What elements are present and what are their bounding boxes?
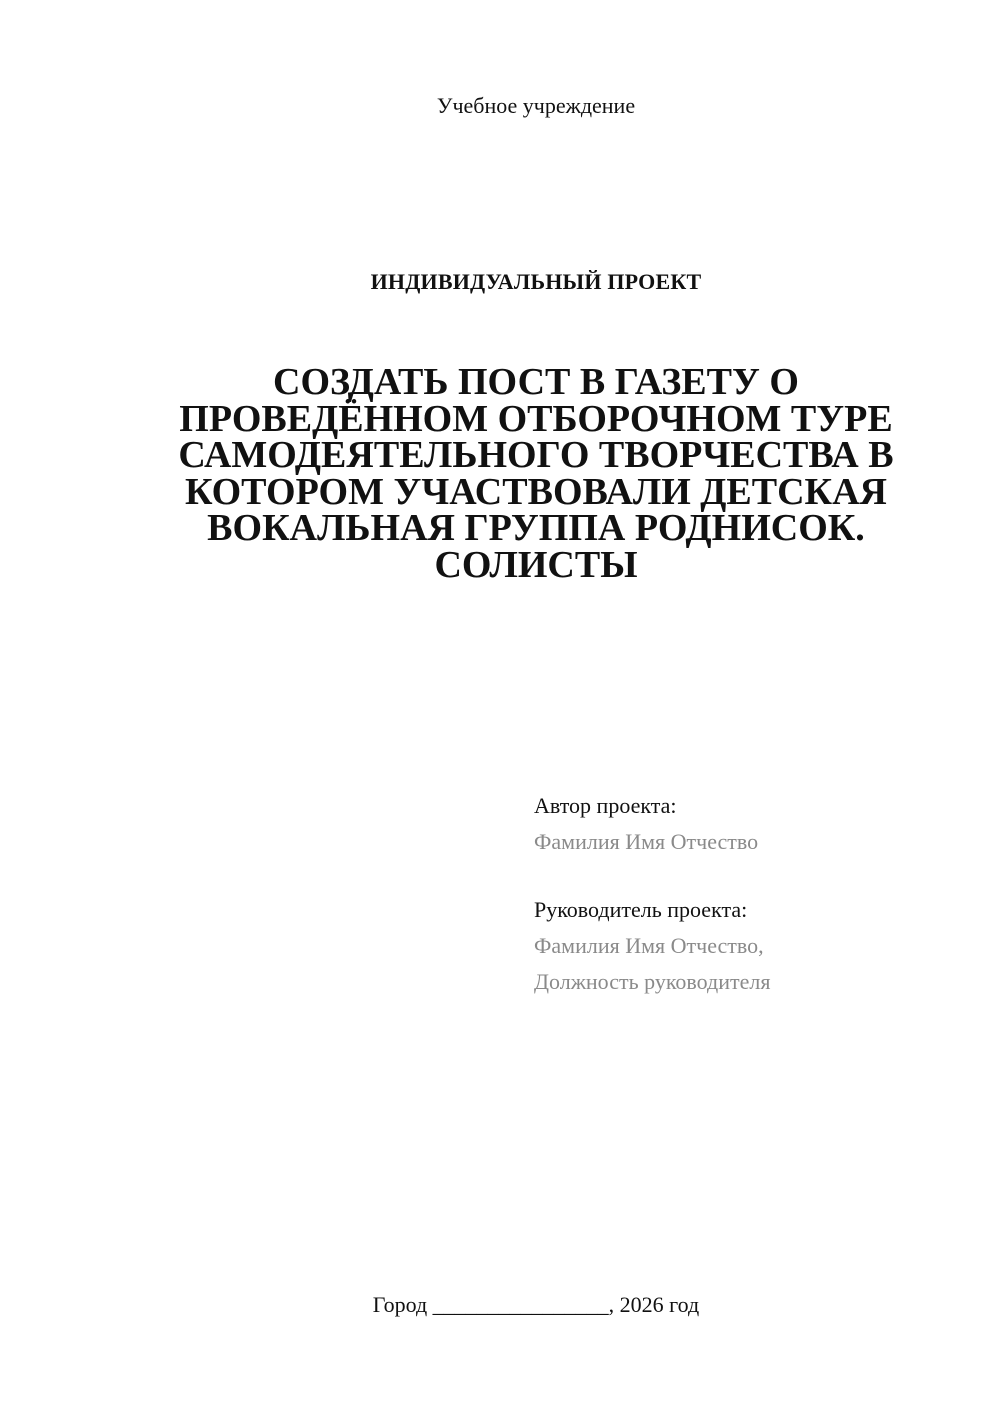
project-title-line: САМОДЕЯТЕЛЬНОГО ТВОРЧЕСТВА В bbox=[178, 434, 894, 476]
project-title-line: КОТОРОМ УЧАСТВОВАЛИ ДЕТСКАЯ bbox=[185, 470, 887, 513]
institution-name: Учебное учреждение bbox=[436, 93, 636, 118]
project-title bbox=[150, 361, 922, 586]
project-title-line: СОЛИСТЫ bbox=[434, 543, 638, 586]
supervisor-label: Руководитель проекта: bbox=[534, 897, 748, 922]
project-title-line: СОЗДАТЬ ПОСТ В ГАЗЕТУ О bbox=[273, 361, 799, 403]
project-title-line: ВОКАЛЬНАЯ ГРУППА РОДНИСОК. bbox=[207, 507, 865, 549]
authorship-block bbox=[534, 788, 974, 1000]
city-year-line: Город ________________, 2026 год bbox=[372, 1292, 700, 1317]
project-type-label: ИНДИВИДУАЛЬНЫЙ ПРОЕКТ bbox=[370, 269, 702, 294]
author-name-placeholder: Фамилия Имя Отчество bbox=[534, 829, 759, 854]
supervisor-position-placeholder: Должность руководителя bbox=[534, 969, 771, 994]
author-label: Автор проекта: bbox=[534, 793, 677, 818]
supervisor-name-placeholder: Фамилия Имя Отчество, bbox=[534, 933, 764, 958]
project-title-line: ПРОВЕДЁННОМ ОТБОРОЧНОМ ТУРЕ bbox=[179, 397, 893, 440]
block-spacer bbox=[534, 860, 974, 892]
